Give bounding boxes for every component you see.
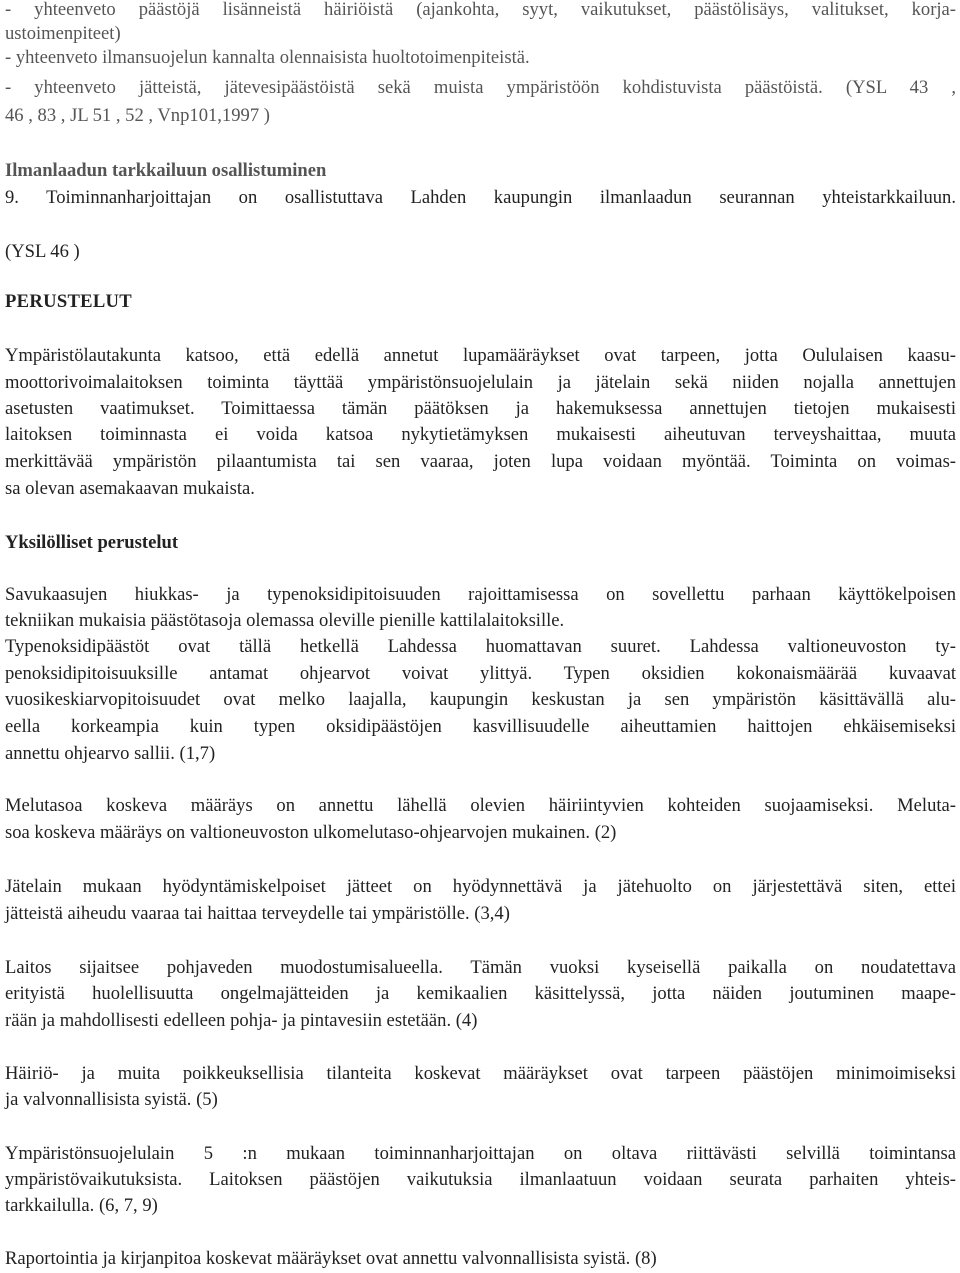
perustelut-line: asetusten vaatimukset. Toimittaessa tämän päätöksen ja hakemuksessa annettujen tietojen mukaisesti <box>5 398 956 419</box>
intro-line: 46 , 83 , JL 51 , 52 , Vnp101,1997 ) <box>5 105 270 126</box>
section-heading-air-quality: Ilmanlaadun tarkkailuun osallistuminen <box>5 160 327 181</box>
perustelut-line: Ympäristölautakunta katsoo, että edellä annetut lupamääräykset ovat tarpeen, jotta Oululaisen kaasu- <box>5 345 956 366</box>
paragraph-line: penoksidipitoisuuksille antamat ohjearvot voivat ylittyä. Typen oksidien kokonaismäärää kuvaavat <box>5 663 956 684</box>
intro-line: ustoimenpiteet) <box>5 23 121 44</box>
perustelut-heading: PERUSTELUT <box>5 291 132 312</box>
item-9-line: (YSL 46 ) <box>5 241 80 262</box>
perustelut-line: moottorivoimalaitoksen toiminta täyttää ympäristönsuojelulain ja jätelain sekä niiden nojalla annettujen <box>5 372 956 393</box>
yksilolliset-heading: Yksilölliset perustelut <box>5 532 179 553</box>
paragraph-line: ja valvonnallisista syistä. (5) <box>5 1089 218 1110</box>
paragraph-line: soa koskeva määräys on valtioneuvoston ulkomelutaso-ohjearvojen mukainen. (2) <box>5 822 617 843</box>
paragraph-line: Savukaasujen hiukkas- ja typenoksidipitoisuuden rajoittamisessa on sovellettu parhaan käyttökelpoisen <box>5 584 956 605</box>
paragraph-line: Häiriö- ja muita poikkeuksellisia tilanteita koskevat määräykset ovat tarpeen päästöjen minimoimiseksi <box>5 1063 956 1084</box>
perustelut-line: sa olevan asemakaavan mukaista. <box>5 478 255 499</box>
paragraph-line: rään ja mahdollisesti edelleen pohja- ja pintavesiin estetään. (4) <box>5 1010 478 1031</box>
paragraph-line: vuosikeskiarvopitoisuudet ovat melko laajalla, kaupungin keskustan ja sen ympäristön käsittävällä alu- <box>5 689 956 710</box>
perustelut-line: laitoksen toiminnasta ei voida katsoa nykytietämyksen mukaisesti aiheutuvan terveyshaittaa, muuta <box>5 424 956 445</box>
paragraph-line: Melutasoa koskeva määräys on annettu lähellä olevien häiriintyvien kohteiden suojaamiseksi. Meluta- <box>5 795 956 816</box>
intro-line: - yhteenveto päästöjä lisänneistä häiriöistä (ajankohta, syyt, vaikutukset, päästölisäys, valitukset, korja- <box>5 0 956 20</box>
paragraph-line: Typenoksidipäästöt ovat tällä hetkellä Lahdessa huomattavan suuret. Lahdessa valtioneuvoston ty- <box>5 636 956 657</box>
perustelut-line: merkittävää ympäristön pilaantumista tai sen vaaraa, joten lupa voidaan myöntää. Toiminta on voimas- <box>5 451 956 472</box>
paragraph-line: Laitos sijaitsee pohjaveden muodostumisalueella. Tämän vuoksi kyseisellä paikalla on noudatettava <box>5 957 956 978</box>
item-9-line: 9. Toiminnanharjoittajan on osallistuttava Lahden kaupungin ilmanlaadun seurannan yhteistarkkailuun. <box>5 187 956 208</box>
paragraph-line: ympäristövaikutuksista. Laitoksen päästöjen vaikutuksia ilmanlaatuun voidaan seurata parhaiten yhteis- <box>5 1169 956 1190</box>
paragraph-line: Jätelain mukaan hyödyntämiskelpoiset jätteet on hyödynnettävä ja jätehuolto on järjestettävä siten, ettei <box>5 876 956 897</box>
paragraph-line: jätteistä aiheudu vaaraa tai haittaa terveydelle tai ympäristölle. (3,4) <box>5 903 510 924</box>
paragraph-line: tekniikan mukaisia päästötasoja olemassa oleville pienille kattilalaitoksille. <box>5 610 565 631</box>
intro-line: - yhteenveto ilmansuojelun kannalta olennaisista huoltotoimenpiteistä. <box>5 47 530 68</box>
paragraph-line: erityistä huolellisuutta ongelmajätteiden ja kemikaalien käsittelyssä, jotta näiden joutuminen maape- <box>5 983 956 1004</box>
intro-line: - yhteenveto jätteistä, jätevesipäästöistä sekä muista ympäristöön kohdistuvista päästöistä. (YSL 43 , <box>5 77 956 98</box>
paragraph-line: Ympäristönsuojelulain 5 :n mukaan toiminnanharjoittajan on oltava riittävästi selvillä toimintansa <box>5 1143 956 1164</box>
paragraph-line: annettu ohjearvo sallii. (1,7) <box>5 743 216 764</box>
paragraph-line: Raportointia ja kirjanpitoa koskevat määräykset ovat annettu valvonnallisista syistä. (8) <box>5 1248 657 1269</box>
paragraph-line: tarkkailulla. (6, 7, 9) <box>5 1195 158 1216</box>
paragraph-line: eella korkeampia kuin typen oksidipäästöjen kasvillisuudelle aiheuttamien haittojen ehkäisemiseksi <box>5 716 956 737</box>
